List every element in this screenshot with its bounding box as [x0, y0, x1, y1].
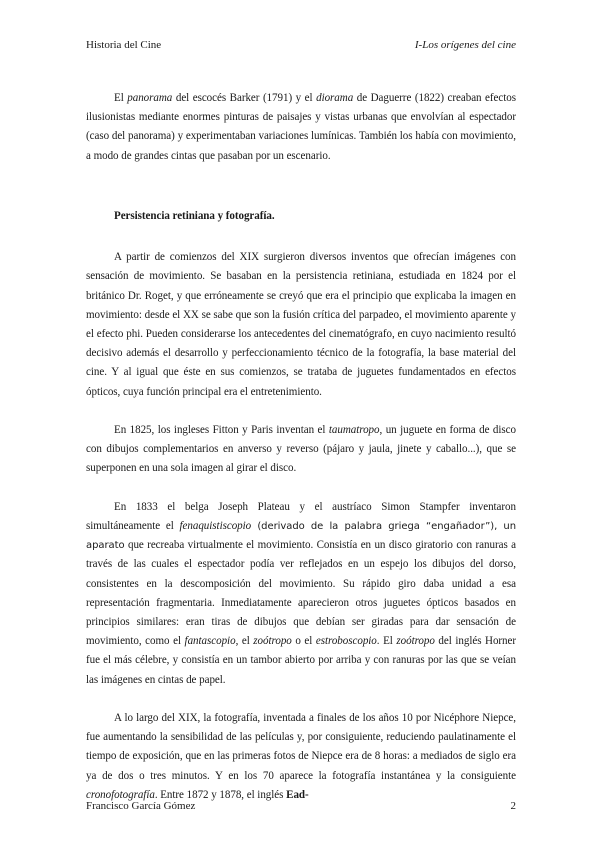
header-book-title: Historia del Cine [86, 39, 162, 51]
term-taumatropo: taumatropo [328, 424, 380, 437]
running-header [86, 38, 516, 52]
running-footer [86, 799, 516, 813]
term-fantascopio: fantascopio [184, 635, 236, 648]
document-body [86, 89, 516, 805]
footer-author: Francisco García Gómez [86, 800, 196, 812]
paragraph-taumatropo: En 1825, los ingleses Fitton y Paris inventan el taumatropo, un juguete en forma de disco con dibujos complementarios en anverso y reverso (pájaro y jaula, jinete y caballo...), que se superponen en una sola imagen al girar el disco. [86, 424, 516, 475]
paragraph-persistencia: A partir de comienzos del XIX surgieron diversos inventos que ofrecían imágenes con sensación de movimiento. Se basaban en la persistencia retiniana, estudiada en 1824 por el británico Dr. Roget, y que erróneamente se creyó que era el principio que explicaba la imagen en movimiento: desde el XX se sabe que son la fusión crítica del parpadeo, el movimiento aparente y el efecto phi. Pueden considerarse los antecedentes del cinematógrafo, en cuyo nacimiento resultó decisivo además el desarrollo y perfeccionamiento técnico de la fotografía, la base material del cine. Y al igual que éste en sus comienzos, se trataba de juguetes fundamentados en efectos ópticos, cuya función principal era el entretenimiento. [86, 251, 516, 398]
term-zootropo: zoótropo [253, 635, 292, 648]
paragraph-fotografia: A lo largo del XIX, la fotografía, inventada a finales de los años 10 por Nicéphore Niepce, fue aumentando la sensibilidad de las películas y, por consiguiente, reduciendo paulatinamente el tiempo de exposición, que en las primeras fotos de Niepce era de 8 horas: a mediados de siglo era ya de dos o tres minutos. Y en los 70 aparece la fotografía instantánea y la consiguiente cronofotografía. Entre 1872 y 1878, el inglés Ead- [86, 712, 516, 801]
term-cronofotografia: cronofotografía [86, 788, 155, 801]
page-number: 2 [510, 800, 516, 812]
paragraph-panorama: El panorama del escocés Barker (1791) y el diorama de Daguerre (1822) creaban efectos ilusionistas mediante enormes pinturas de paisajes y vistas urbanas que envolvían al espectador (caso del panorama) y experimentaban variaciones lumínicas. También los había con movimiento, a modo de grandes cintas que pasaban por un escenario. [86, 92, 516, 162]
term-eadweard: Ead- [286, 788, 309, 801]
term-diorama: diorama [316, 92, 354, 104]
term-fenaquistiscopio: fenaquistiscopio [179, 520, 252, 533]
paragraph-fenaquistiscopio: En 1833 el belga Joseph Plateau y el austríaco Simon Stampfer inventaron simultáneamente el fenaquistiscopio (derivado de la palabra griega “engañador”), un aparato que recreaba virtualmente el movimiento. Consistía en un disco giratorio con ranuras a través de las cuales el espectador podía ver reflejados en un espejo los dibujos del dorso, consistentes en la descomposición del movimiento. Su rápido giro daba unidad a esa representación fragmentaria. Inmediatamente aparecieron otros juguetes ópticos basados en principios similares: eran tiras de dibujos que debían ser giradas para dar sensación de movimiento, como el fantascopio, el zoótropo o el estroboscopio. El zoótropo del inglés Horner fue el más célebre, y consistía en un tambor abierto por arriba y con ranuras por las que se veían las imágenes en cintas de papel. [86, 500, 516, 686]
section-heading: Persistencia retiniana y fotografía. [114, 210, 275, 222]
term-panorama: panorama [127, 92, 173, 104]
term-zootropo-2: zoótropo [396, 635, 435, 648]
term-estroboscopio: estroboscopio [315, 635, 377, 648]
header-chapter-title: I-Los orígenes del cine [414, 39, 516, 51]
